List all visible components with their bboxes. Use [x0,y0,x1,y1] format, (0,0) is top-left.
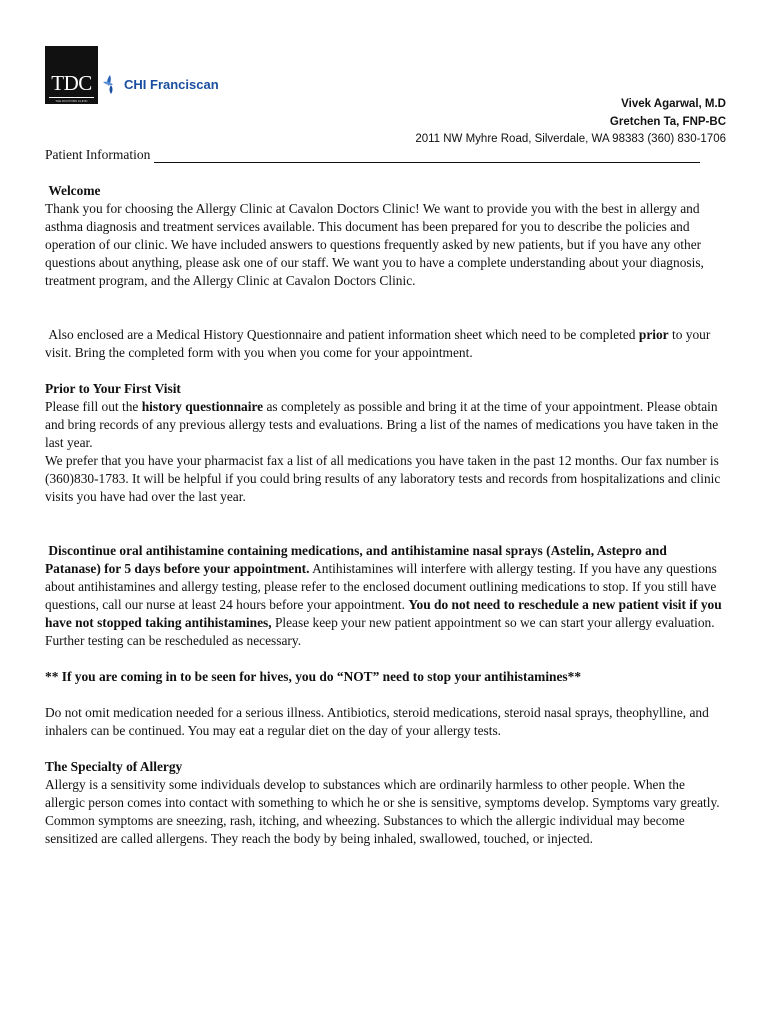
document-body [45,182,725,848]
chi-franciscan-text: CHI Franciscan [124,76,219,92]
doctor-name-1: Vivek Agarwal, M.D [621,98,726,110]
enclosed-paragraph: Also enclosed are a Medical History Questionnaire and patient information sheet which need to be completed prior to your visit. Bring the completed form with you when you come for your appointment. [45,327,711,360]
hives-note: ** If you are coming in to be seen for hives, you do “NOT” need to stop your antihistamines** [45,669,582,684]
patient-information-field [45,147,700,163]
chi-cross-icon [101,74,121,94]
prior-visit-heading: Prior to Your First Visit [45,381,181,396]
tdc-logo [45,46,98,104]
specialty-paragraph: Allergy is a sensitivity some individuals develop to substances which are ordinarily harmless to other people. When the allergic person comes into contact with something to which he or she is sensitive, symptoms develop. Symptoms vary greatly. Common symptoms are sneezing, rash, itching, and wheezing. Substances to which the allergic individual may become sensitized are called allergens. They reach the body by being inhaled, swallowed, touched, or injected. [45,777,720,846]
doctor-name-2: Gretchen Ta, FNP-BC [609,115,726,128]
patient-information-label: Patient Information [45,147,151,162]
prior-visit-paragraph-2: We prefer that you have your pharmacist fax a list of all medications you have taken in the past 12 months. Our fax number is (360)830-1783. It will be helpful if you could bring results of any laboratory tests and records from hospitalizations and clinic visits you have had over the last year. [45,453,721,504]
tdc-logo-text: TDC [51,71,92,95]
specialty-heading: The Specialty of Allergy [45,759,183,774]
provider-header [415,96,726,149]
welcome-heading: Welcome [48,183,101,198]
welcome-paragraph: Thank you for choosing the Allergy Clinic at Cavalon Doctors Clinic! We want to provide you with the best in allergy and asthma diagnosis and treatment services available. This document has been prepared for you to describe the policies and operation of our clinic. We have included answers to questions frequently asked by new patients, but if you have any other questions about anything, please ask one of our staff. We want you to have a complete understanding about your diagnosis, treatment program, and the Allergy Clinic at Cavalon Doctors Clinic. [45,201,704,288]
chi-franciscan-logo [101,74,219,94]
tdc-logo-rule [49,97,94,98]
clinic-address: 2011 NW Myhre Road, Silverdale, WA 98383 (360) 830-1706 [415,133,726,145]
tdc-logo-tagline: THE DOCTORS CLINIC [55,99,88,103]
patient-information-blank[interactable] [154,149,700,163]
discontinue-paragraph: Discontinue oral antihistamine containing medications, and antihistamine nasal sprays (Astelin, Astepro and Patanase) for 5 days before your appointment. Antihistamines will interfere with allergy testing. If you have any questions about antihistamines and allergy testing, please refer to the enclosed document outlining medications to stop. If you still have questions, call our nurse at least 24 hours before your appointment. You do not need to reschedule a new patient visit if you have not stopped taking antihistamines, Please keep your new patient appointment so we can start your allergy evaluation. Further testing can be rescheduled as necessary. [45,543,722,648]
prior-visit-paragraph-1: Please fill out the history questionnaire as completely as possible and bring it at the time of your appointment. Please obtain and bring records of any previous allergy tests and evaluations. Bring a list of the names of medications you have taken in the last year. [45,399,719,450]
do-not-omit-paragraph: Do not omit medication needed for a serious illness. Antibiotics, steroid medications, steroid nasal sprays, theophylline, and inhalers can be continued. You may eat a regular diet on the day of your allergy tests. [45,705,709,738]
